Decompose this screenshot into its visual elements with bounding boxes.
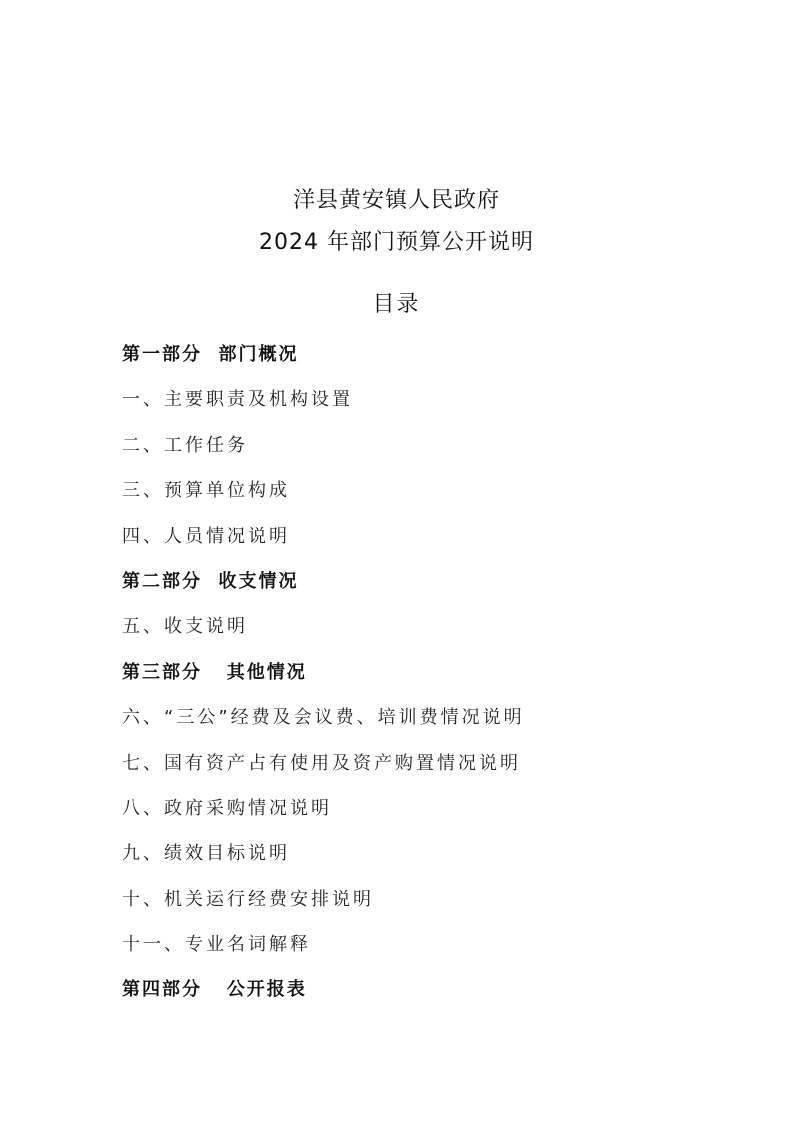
toc-item-6: 六、“三公”经费及会议费、培训费情况说明 [122,707,525,729]
document-subtitle: 2024 年部门预算公开说明 [259,230,534,255]
toc-item-2: 二、工作任务 [122,434,248,456]
document-title: 洋县黄安镇人民政府 [292,188,500,213]
toc-item-8: 八、政府采购情况说明 [122,797,332,819]
toc-item-10: 十、机关运行经费安排说明 [122,888,374,910]
toc-heading: 目录 [372,292,421,317]
toc-item-11: 十一、专业名词解释 [122,934,311,956]
toc-item-4: 四、人员情况说明 [122,525,290,547]
toc-part-3: 第三部分 其他情况 [122,661,307,683]
toc-item-7: 七、国有资产占有使用及资产购置情况说明 [122,752,521,774]
toc-part-4: 第四部分 公开报表 [122,979,307,1001]
toc-part-2: 第二部分 收支情况 [122,570,299,592]
toc-part-1: 第一部分 部门概况 [122,344,299,365]
table-of-contents [122,340,525,1021]
toc-item-9: 九、绩效目标说明 [122,843,290,865]
toc-item-3: 三、预算单位构成 [122,480,290,502]
toc-item-5: 五、收支说明 [122,616,248,638]
toc-item-1: 一、主要职责及机构设置 [122,389,353,411]
